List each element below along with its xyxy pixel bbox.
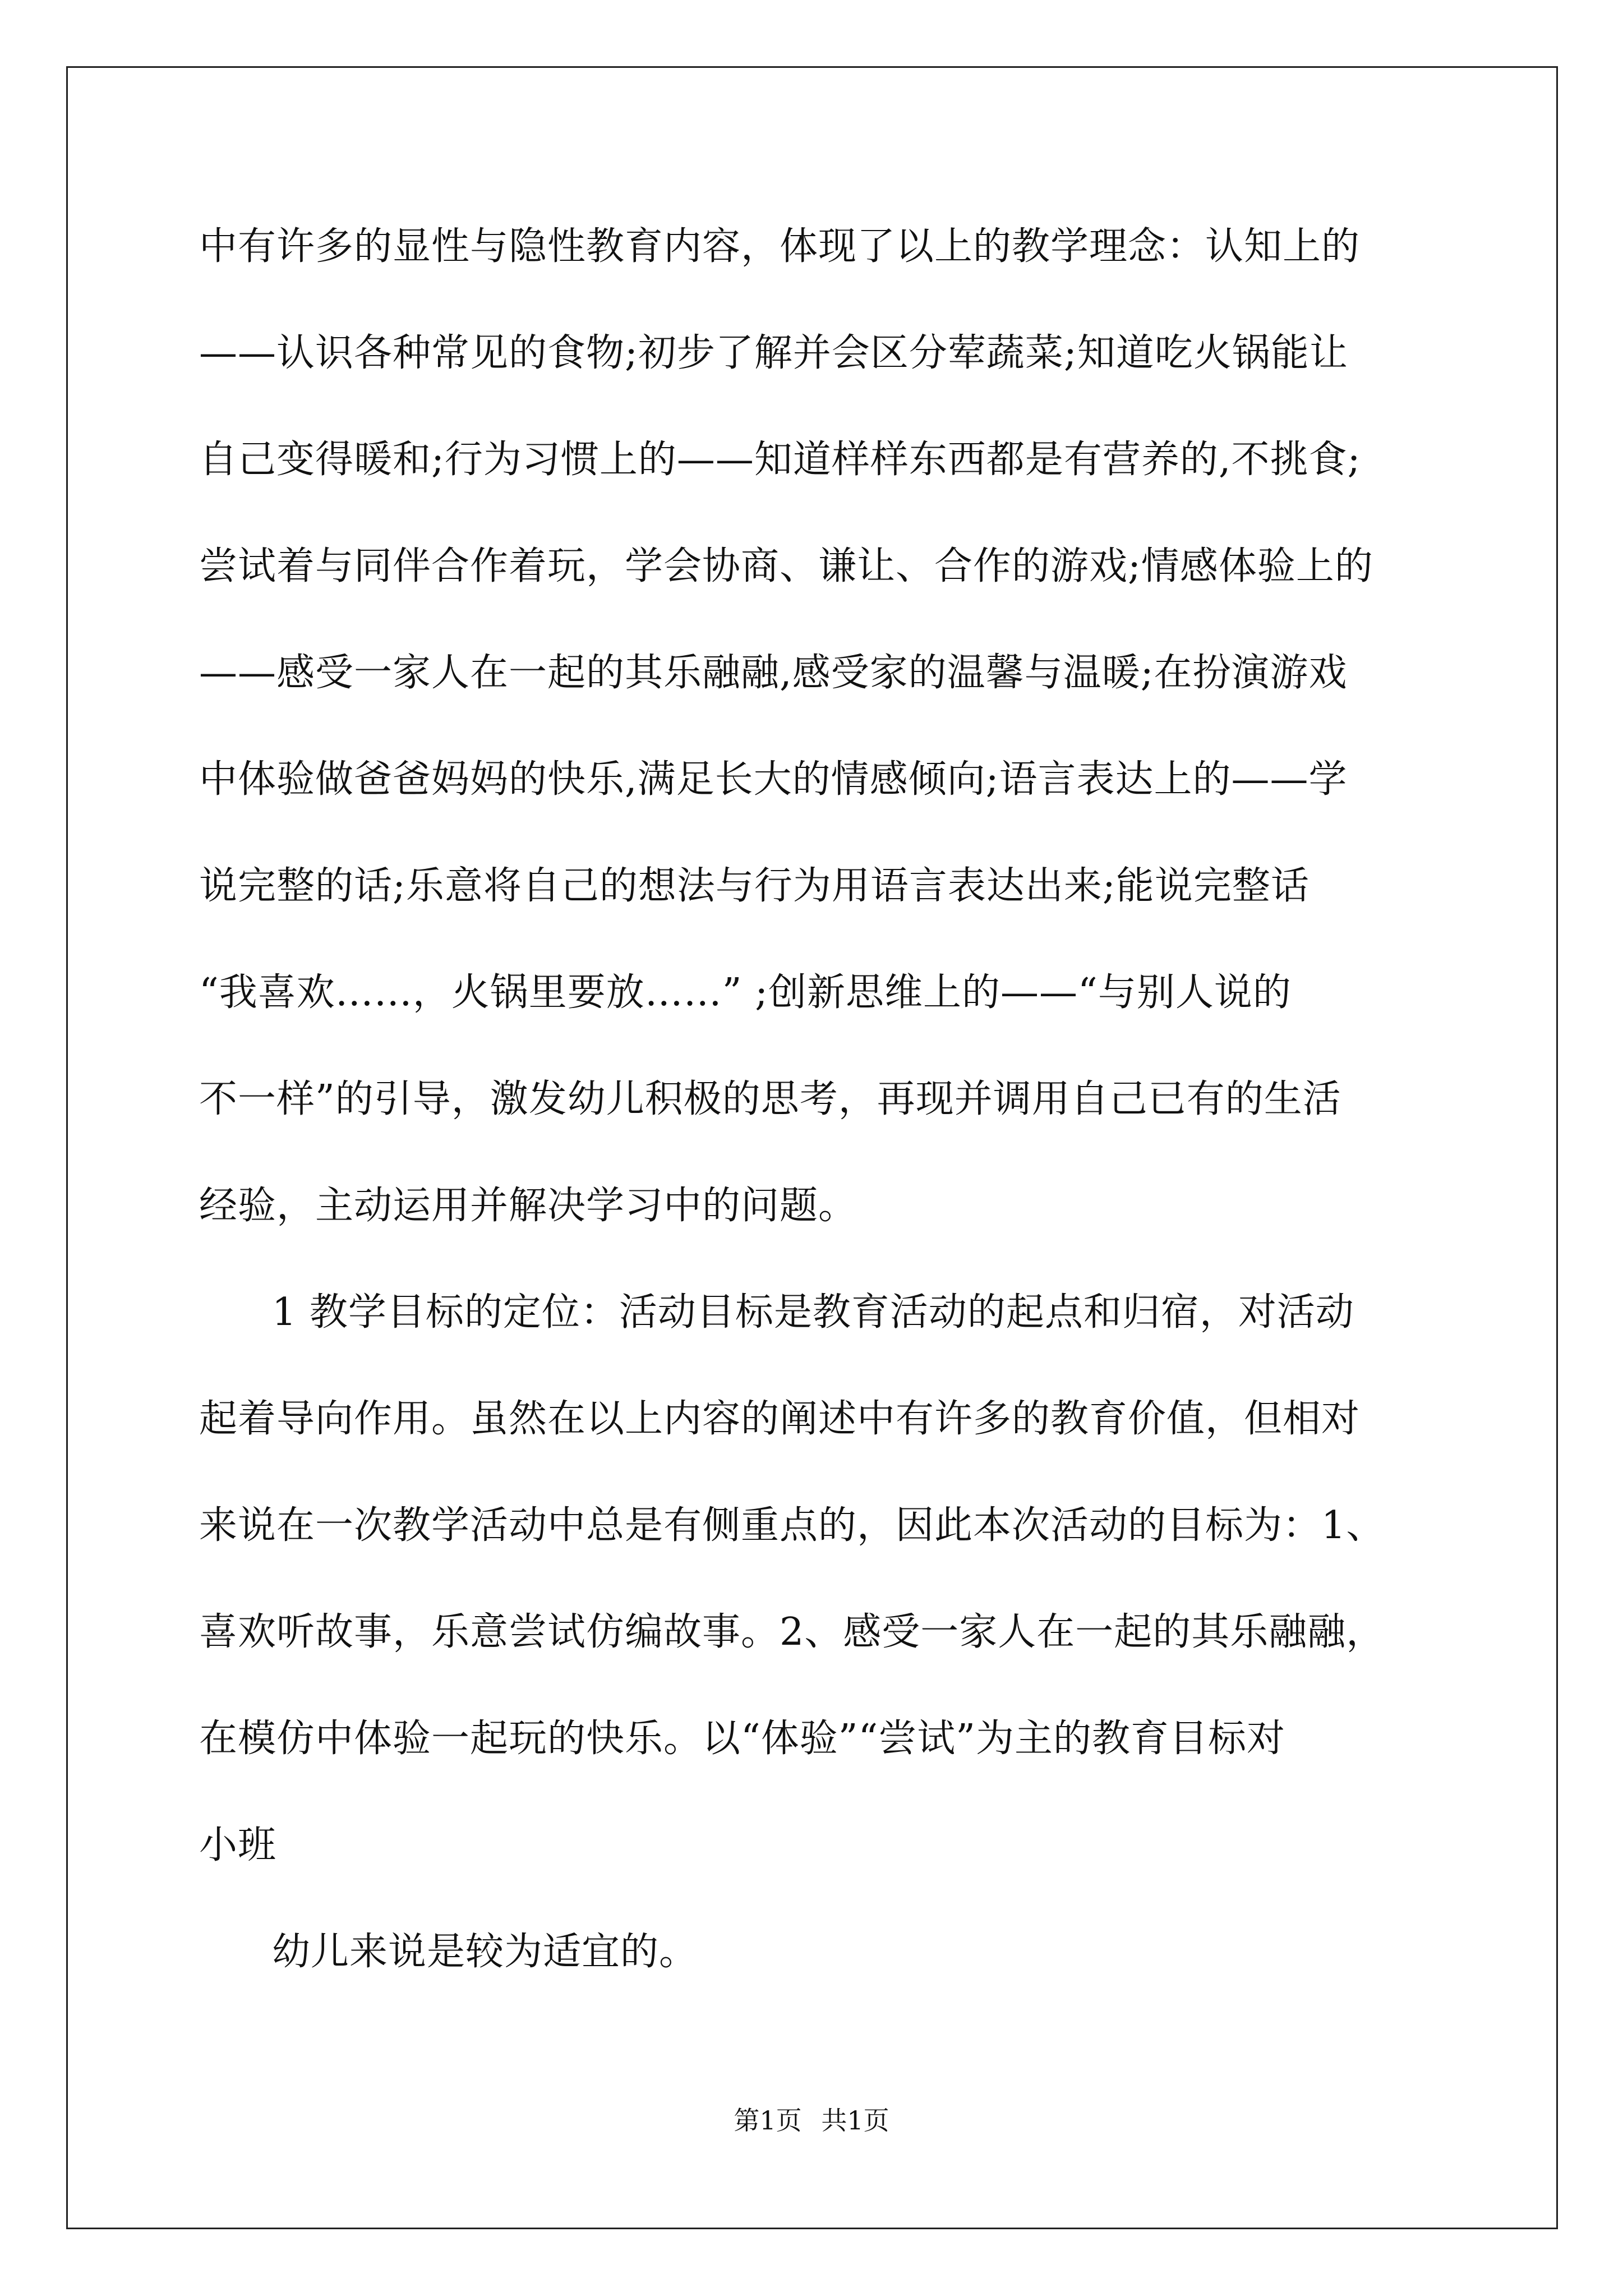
text-line: 幼儿来说是较为适宜的。 (272, 1930, 698, 1974)
page-number: 第1页 (734, 2105, 802, 2136)
page-frame (66, 66, 1558, 2229)
text-line: 说完整的话;乐意将自己的想法与行为用语言表达出来;能说完整话 (199, 864, 1310, 908)
text-line: 经验，主动运用并解决学习中的问题。 (199, 1184, 857, 1228)
text-line: 起着导向作用。虽然在以上内容的阐述中有许多的教育价值，但相对 (199, 1397, 1361, 1441)
text-line: 中体验做爸爸妈妈的快乐,满足长大的情感倾向;语言表达上的——学 (199, 757, 1348, 802)
text-line: 不一样”的引导，激发幼儿积极的思考，再现并调用自己已有的生活 (199, 1077, 1341, 1121)
text-line: 来说在一次教学活动中总是有侧重点的，因此本次活动的目标为：1、 (199, 1503, 1385, 1548)
text-line: “我喜欢……，火锅里要放……” ;创新思维上的——“与别人说的 (199, 970, 1292, 1015)
text-line: 中有许多的显性与隐性教育内容，体现了以上的教学理念：认知上的 (199, 224, 1361, 269)
text-line: 自己变得暖和;行为习惯上的——知道样样东西都是有营养的,不挑食; (199, 438, 1361, 482)
page-footer (0, 2104, 1623, 2137)
text-line: 尝试着与同伴合作着玩，学会协商、谦让、合作的游戏;情感体验上的 (199, 544, 1373, 588)
text-line: 在模仿中体验一起玩的快乐。以“体验”“尝试”为主的教育目标对 (199, 1717, 1286, 1761)
text-line: 1 教学目标的定位：活动目标是教育活动的起点和归宿，对活动 (272, 1290, 1354, 1335)
text-line: ——感受一家人在一起的其乐融融,感受家的温馨与温暖;在扮演游戏 (199, 651, 1348, 695)
text-line: 喜欢听故事，乐意尝试仿编故事。2、感受一家人在一起的其乐融融， (199, 1610, 1385, 1654)
text-line: ——认识各种常见的食物;初步了解并会区分荤蔬菜;知道吃火锅能让 (199, 331, 1348, 375)
page-total: 共1页 (821, 2105, 889, 2136)
text-line: 小班 (199, 1823, 277, 1867)
